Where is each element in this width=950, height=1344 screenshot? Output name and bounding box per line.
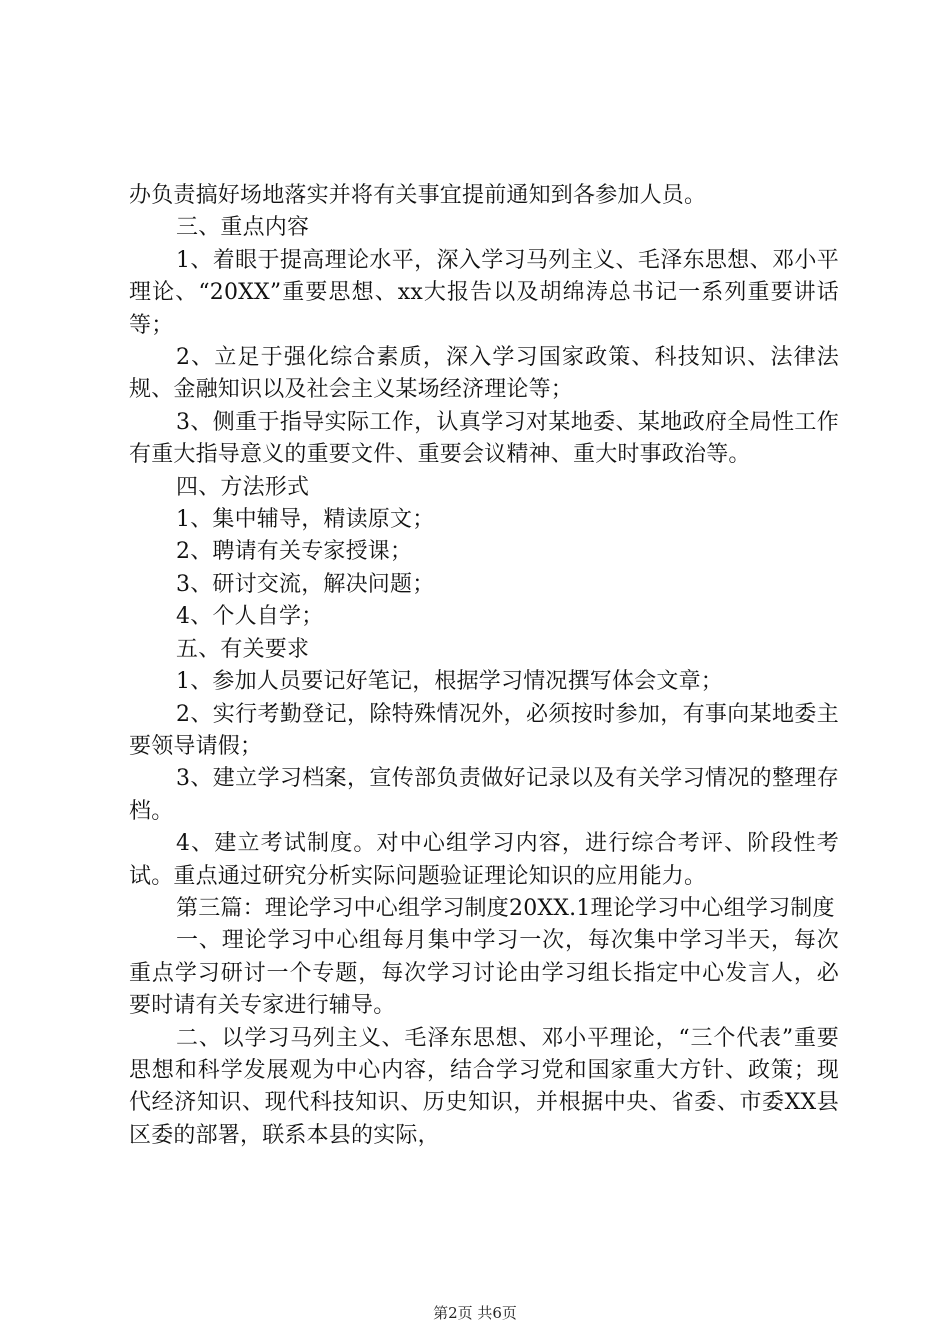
paragraph: 2、聘请有关专家授课； [176, 539, 413, 565]
paragraph: 1、着眼于提高理论水平，深入学习马列主义、毛泽东思想、邓小平理论、“20XX”重要思想、xx大报告以及胡绵涛总书记一系列重要讲话等； [129, 247, 839, 338]
paragraph: 2、立足于强化综合素质，深入学习国家政策、科技知识、法律法规、金融知识以及社会主义某场经济理论等； [129, 345, 839, 403]
paragraph: 4、建立考试制度。对中心组学习内容，进行综合考评、阶段性考试。重点通过研究分析实际问题验证理论知识的应用能力。 [129, 831, 839, 889]
paragraph: 2、实行考勤登记，除特殊情况外，必须按时参加，有事向某地委主要领导请假； [129, 701, 839, 759]
paragraph: 3、研讨交流，解决问题； [176, 571, 435, 597]
paragraph: 五、有关要求 [176, 636, 310, 662]
paragraph: 3、侧重于指导实际工作，认真学习对某地委、某地政府全局性工作有重大指导意义的重要文件、重要会议精神、重大时事政治等。 [129, 409, 839, 468]
paragraph: 二、以学习马列主义、毛泽东思想、邓小平理论，“三个代表”重要思想和科学发展观为中心内容，结合学习党和国家重大方针、政策；现代经济知识、现代科技知识、历史知识，并根据中央、省委、市委XX县区委的部署，联系本县的实际， [129, 1025, 839, 1148]
paragraph: 第三篇：理论学习中心组学习制度20XX.1理论学习中心组学习制度 [176, 895, 835, 921]
document-body [129, 180, 839, 1152]
paragraph: 一、理论学习中心组每月集中学习一次，每次集中学习半天，每次重点学习研讨一个专题，每次学习讨论由学习组长指定中心发言人，必要时请有关专家进行辅导。 [129, 928, 839, 1019]
paragraph: 1、集中辅导，精读原文； [176, 507, 435, 533]
paragraph: 4、个人自学； [176, 604, 324, 630]
paragraph: 三、重点内容 [176, 215, 310, 241]
paragraph: 1、参加人员要记好笔记，根据学习情况撰写体会文章； [176, 669, 723, 695]
paragraph: 办负责搞好场地落实并将有关事宜提前通知到各参加人员。 [129, 183, 707, 208]
paragraph: 四、方法形式 [176, 474, 310, 500]
page-number-footer: 第2页 共6页 [433, 1304, 517, 1322]
paragraph: 3、建立学习档案，宣传部负责做好记录以及有关学习情况的整理存档。 [129, 766, 839, 824]
